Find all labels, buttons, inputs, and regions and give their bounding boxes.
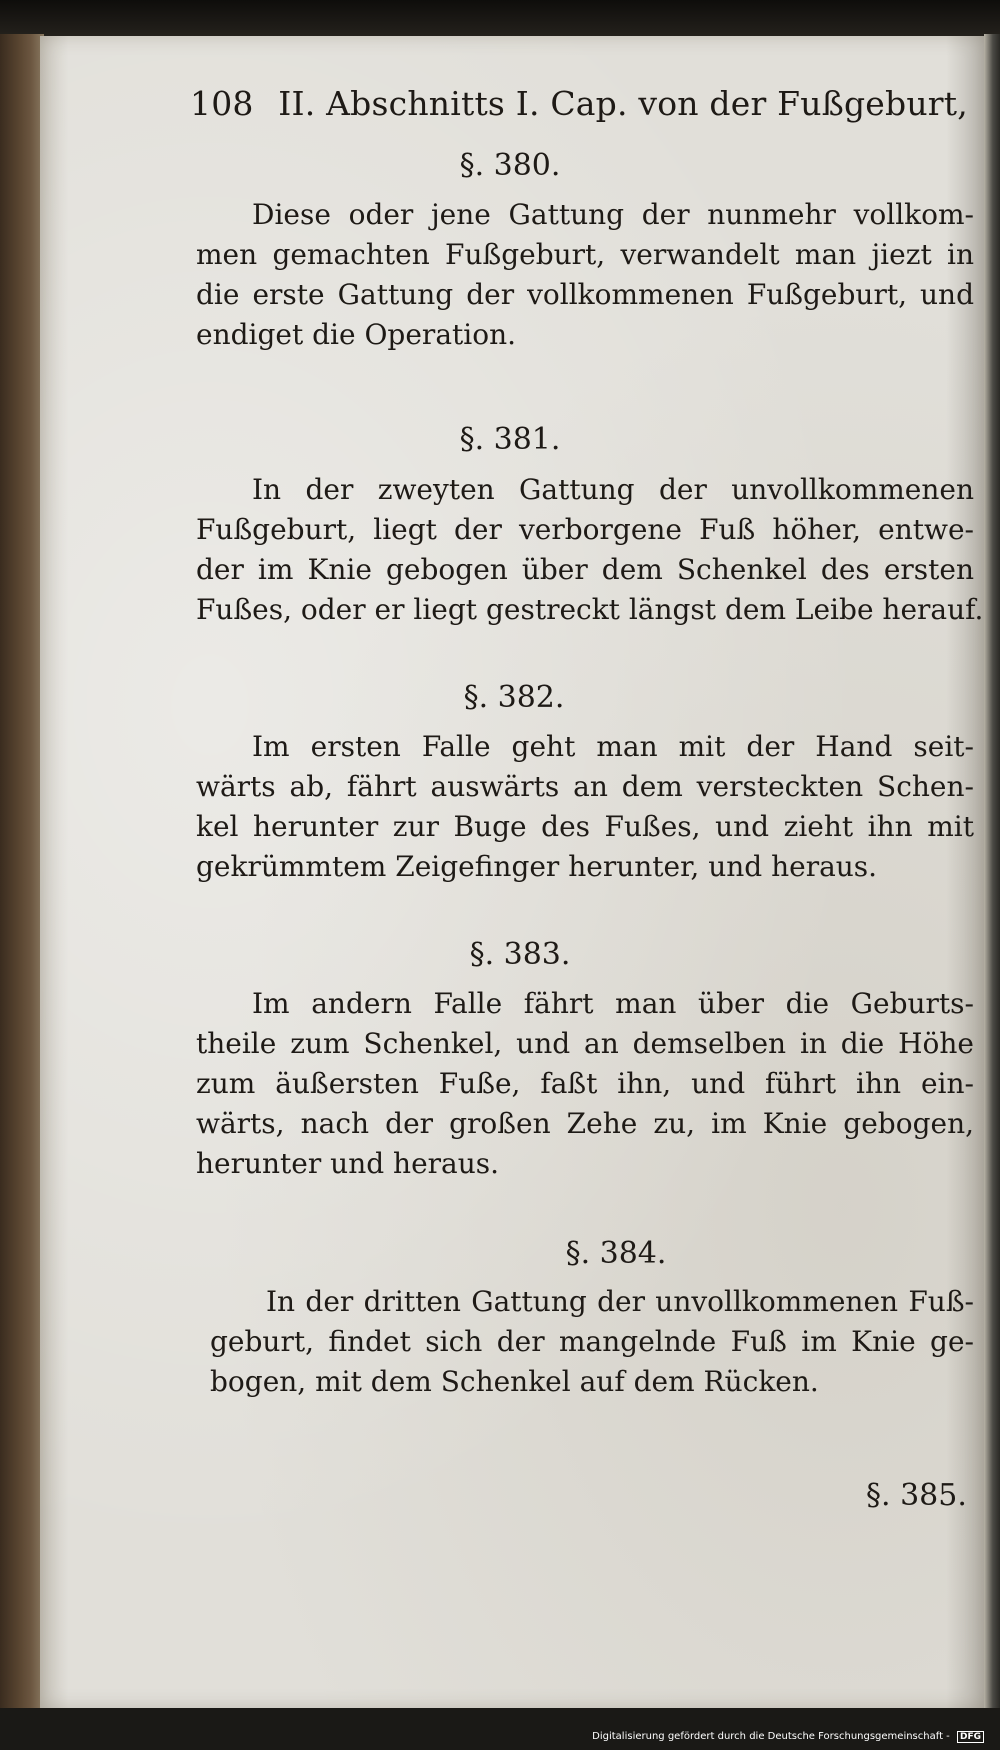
paragraph-line: In der zweyten Gattung der unvollkommenen [252, 473, 974, 506]
paragraph-line: zum äußersten Fuße, faßt ihn, und führt ihn ein- [196, 1067, 974, 1100]
digitization-credit [592, 1731, 984, 1743]
book-cover-edge [0, 34, 44, 1714]
paragraph-line: endiget die Operation. [196, 318, 517, 351]
section-number-384: §. 384. [565, 1236, 667, 1271]
paragraph-line: men gemachten Fußgeburt, verwandelt man jiezt in [196, 238, 974, 271]
catchword: §. 385. [866, 1478, 967, 1513]
paragraph-line: Fußes, oder er liegt gestreckt längst dem Leibe herauf. [196, 593, 984, 626]
top-shadow [0, 0, 1000, 40]
paragraph-383 [196, 984, 974, 1184]
running-head [190, 84, 968, 123]
paragraph-line: die erste Gattung der vollkommenen Fußgeburt, und [196, 278, 974, 311]
paragraph-line: theile zum Schenkel, und an demselben in die Höhe [196, 1027, 974, 1060]
paragraph-line: herunter und heraus. [196, 1147, 500, 1180]
section-number-383: §. 383. [469, 937, 571, 972]
running-title: II. Abschnitts I. Cap. von der Fußgeburt, [278, 84, 968, 123]
dfg-logo: DFG [957, 1731, 984, 1743]
paragraph-line: gekrümmtem Zeigefinger herunter, und heraus. [196, 850, 878, 883]
paragraph-line: kel herunter zur Buge des Fußes, und zieht ihn mit [196, 810, 974, 843]
paragraph-line: Fußgeburt, liegt der verborgene Fuß höher, entwe- [196, 513, 974, 546]
paragraph-line: In der dritten Gattung der unvollkommenen Fuß- [266, 1285, 974, 1318]
section-number-380: §. 380. [459, 148, 561, 183]
paragraph-380 [196, 195, 974, 355]
paragraph-line: Im ersten Falle geht man mit der Hand seit- [252, 730, 974, 763]
paragraph-line: Diese oder jene Gattung der nunmehr vollkom- [252, 198, 974, 231]
paragraph-line: wärts, nach der großen Zehe zu, im Knie gebogen, [196, 1107, 974, 1140]
paragraph-382 [196, 727, 974, 887]
credit-text: Digitalisierung gefördert durch die Deutsche Forschungsgemeinschaft - [592, 1731, 950, 1742]
bottom-shadow [0, 1708, 1000, 1750]
paragraph-line: Im andern Falle fährt man über die Geburts- [252, 987, 974, 1020]
paragraph-line: geburt, findet sich der mangelnde Fuß im Knie ge- [210, 1325, 974, 1358]
paragraph-381 [196, 470, 984, 630]
paragraph-line: wärts ab, fährt auswärts an dem versteckten Schen- [196, 770, 974, 803]
section-number-382: §. 382. [463, 680, 565, 715]
page-fore-edge [984, 34, 1000, 1714]
paragraph-line: bogen, mit dem Schenkel auf dem Rücken. [210, 1365, 819, 1398]
paragraph-line: der im Knie gebogen über dem Schenkel des ersten [196, 553, 974, 586]
page-number: 108 [190, 84, 254, 123]
section-number-381: §. 381. [459, 422, 561, 457]
paragraph-384 [210, 1282, 974, 1402]
